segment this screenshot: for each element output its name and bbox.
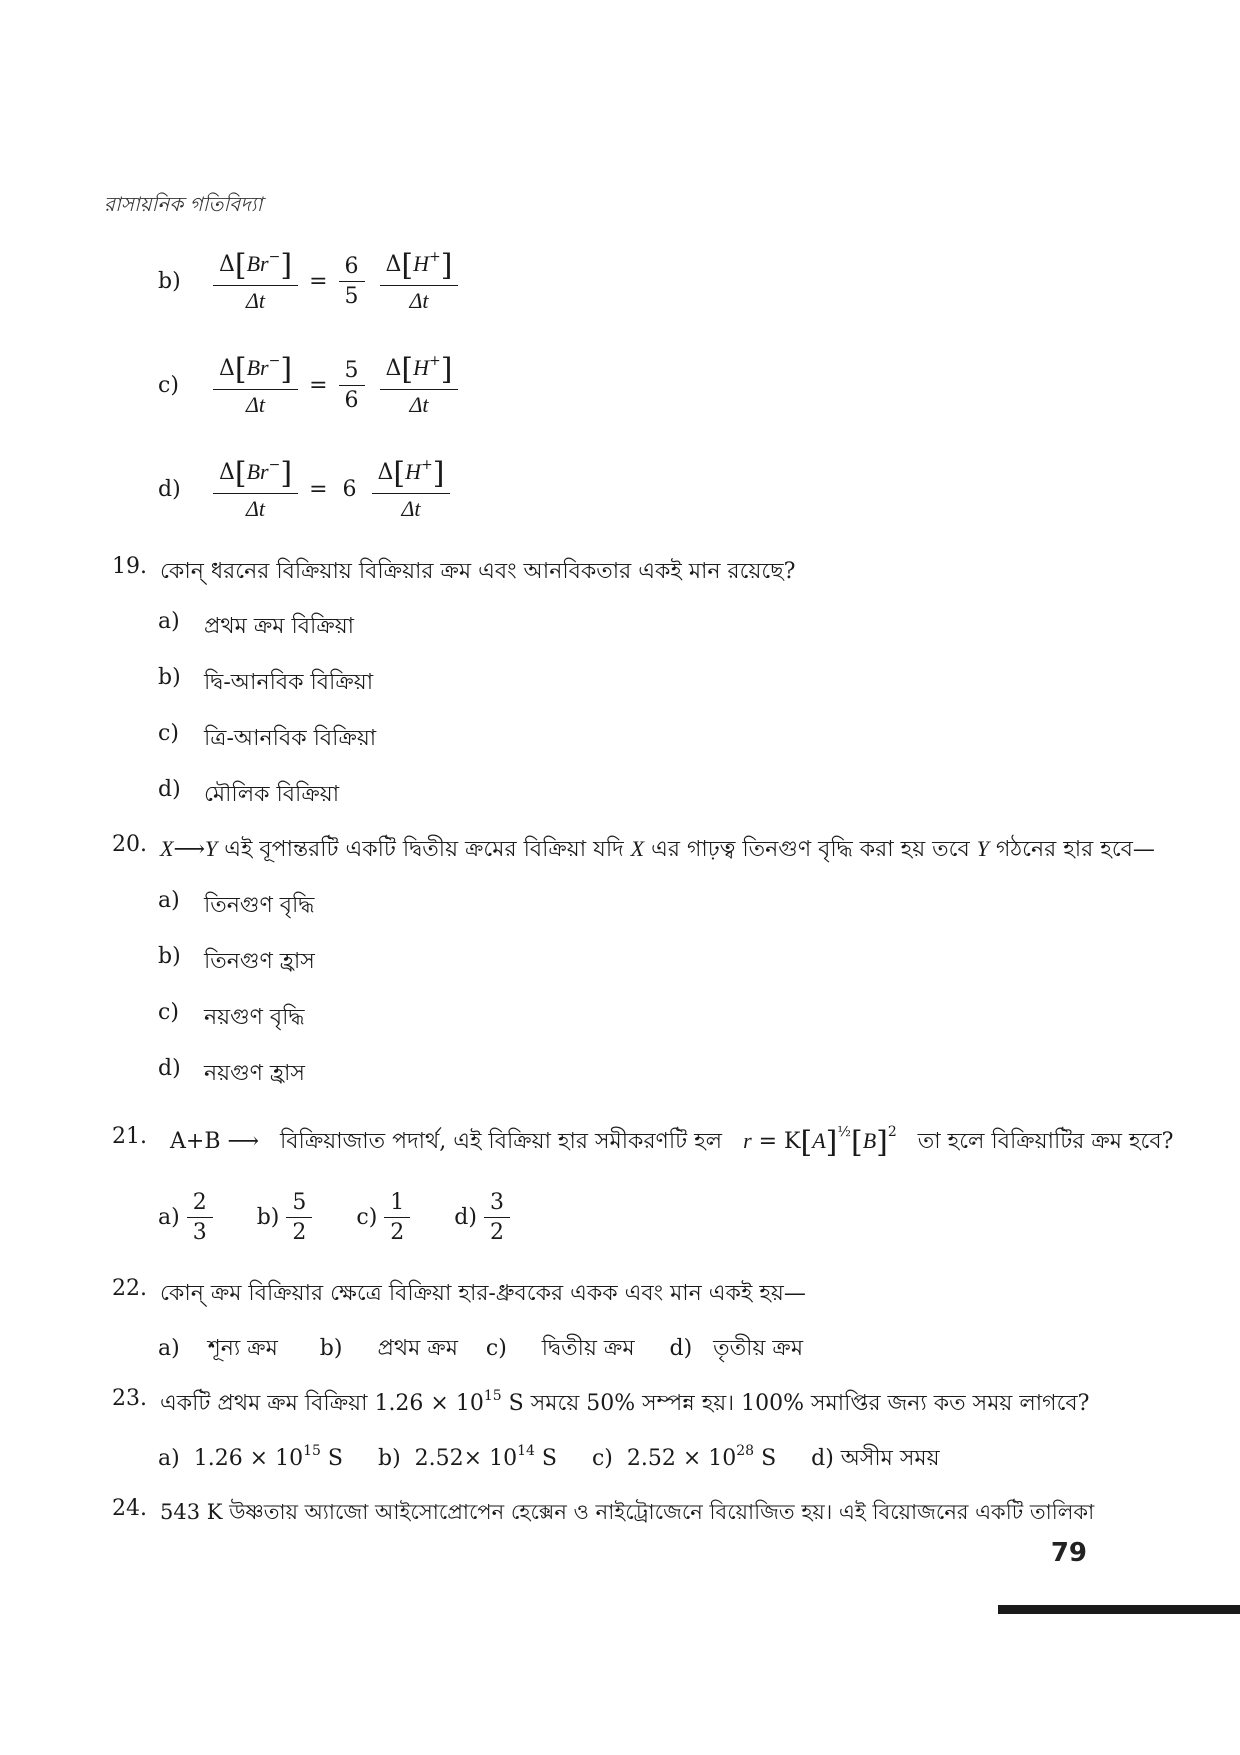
q18-option-c: c) $\frac{\Delta[Br^-]}{\Delta t}$ = $\frac{5}{6}$ $\frac{\Delta[H^+]}{\Delta t}$ [158,352,458,418]
question-number: 23. [112,1386,147,1411]
q21-options: a) $\frac{2}{3}$ b) $\frac{5}{2}$ c) $\frac{1}{2}$ d) $\frac{3}{2}$ [158,1190,510,1245]
question-number: 20. [112,832,147,857]
q18-option-d: d) $\frac{\Delta[Br^-]}{\Delta t}$ = 6 $\frac{\Delta[H^+]}{\Delta t}$ [158,456,450,522]
question-number: 22. [112,1276,147,1301]
question-text: 543 K উষ্ণতায় অ্যাজো আইসোপ্রোপেন হেক্সেন ও নাইট্রোজেনে বিয়োজিত হয়। এই বিয়োজনের একটি তালিকা [160,1500,1095,1524]
running-head: রাসায়নিক গতিবিদ্যা [104,192,263,216]
page-number: 79 [1050,1538,1087,1568]
q22-options: a) শূন্য ক্রম b) প্রথম ক্রম c) দ্বিতীয় ক্রম d) তৃতীয় ক্রম [158,1336,804,1361]
q23-options: a) $1.26 \times 10^{15}$ S b) $2.52\times 10^{14}$ S c) $2.52 \times 10^{28}$ S d) অসীম সময় [158,1443,940,1471]
q18-option-b: b) $\frac{\Delta[Br^-]}{\Delta t}$ = $\frac{6}{5}$ $\frac{\Delta[H^+]}{\Delta t}$ [158,248,458,314]
q21-option-a-fraction: $\frac{2}{3}$ [187,1190,213,1245]
rhs-fraction: $\frac{\Delta[H^+]}{\Delta t}$ [380,352,459,418]
question-text: কোন্ ধরনের বিক্রিয়ায় বিক্রিয়ার ক্রম এবং আনবিকতার একই মান রয়েছে? [160,559,796,584]
coefficient-fraction: $\frac{6}{5}$ [339,254,365,309]
coefficient-fraction: $\frac{5}{6}$ [339,358,365,413]
option-label: d) [158,476,181,502]
rhs-fraction: $\frac{\Delta[H^+]}{\Delta t}$ [372,456,451,522]
lhs-fraction: $\frac{\Delta[Br^-]}{\Delta t}$ [213,248,298,314]
option-label: c) [158,372,179,398]
question-number: 21. [112,1124,147,1149]
rhs-fraction: $\frac{\Delta[H^+]}{\Delta t}$ [380,248,459,314]
question-text: কোন্ ক্রম বিক্রিয়ার ক্ষেত্রে বিক্রিয়া হার-ধ্রুবকের একক এবং মান একই হয়— [160,1281,806,1306]
q21-option-b-fraction: $\frac{5}{2}$ [286,1190,312,1245]
question-text: A+B ⟶ বিক্রিয়াজাত পদার্থ, এই বিক্রিয়া হার সমীকরণটি হল $r = K[A]^{\frac{1}{2}}[B]^2$ তা হলে বিক্রিয়াটির ক্রম হবে? [170,1124,1174,1160]
lhs-fraction: $\frac{\Delta[Br^-]}{\Delta t}$ [213,456,298,522]
question-text: X⟶Y এই বূপান্তরটি একটি দ্বিতীয় ক্রমের বিক্রিয়া যদি X এর গাঢ়ত্ব তিনগুণ বৃদ্ধি করা হয় তবে Y গঠনের হার হবে— [160,836,1155,862]
q21-option-c-fraction: $\frac{1}{2}$ [384,1190,410,1245]
lhs-fraction: $\frac{\Delta[Br^-]}{\Delta t}$ [213,352,298,418]
coefficient: 6 [342,476,357,502]
question-number: 24. [112,1496,147,1521]
question-text: একটি প্রথম ক্রম বিক্রিয়া $1.26 \times 10^{15}$ S সময়ে 50% সম্পন্ন হয়। 100% সমাপ্তির জন্য কত সময় লাগবে? [160,1388,1090,1416]
q21-option-d-fraction: $\frac{3}{2}$ [484,1190,510,1245]
question-number: 19. [112,554,147,579]
option-label: b) [158,268,181,294]
footer-rule [998,1605,1240,1614]
